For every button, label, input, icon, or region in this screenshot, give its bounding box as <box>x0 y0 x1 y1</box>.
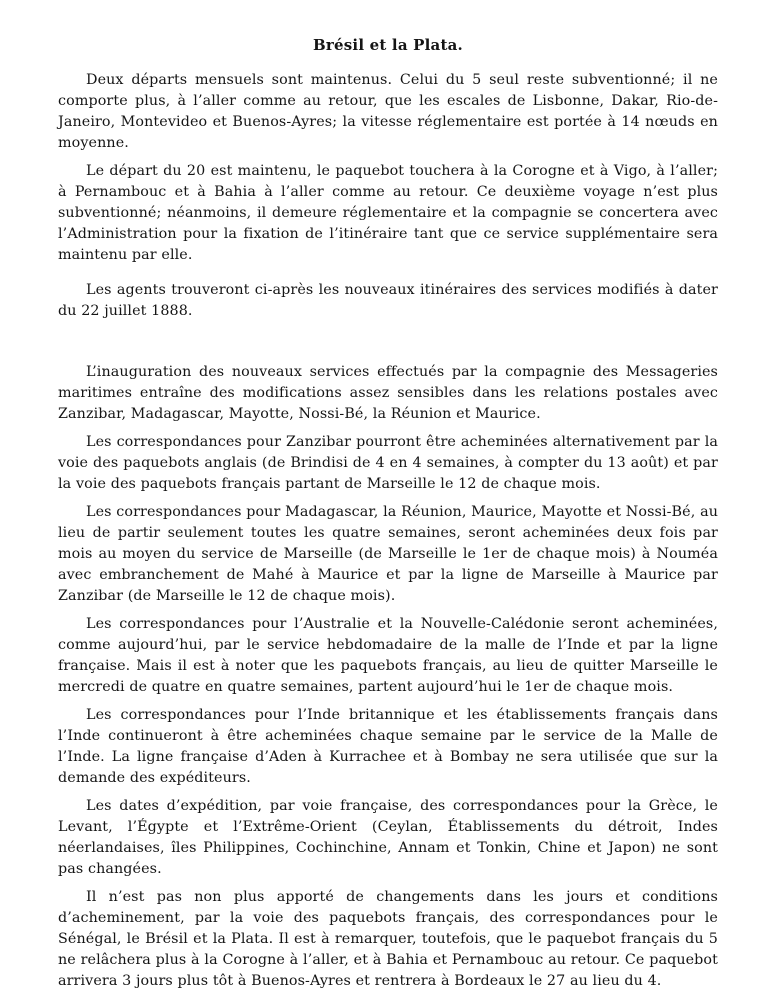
paragraph-senegal-bresil: Il n’est pas non plus apporté de changements dans les jours et conditions d’acheminement, par la voie des paquebots français, des correspondances pour le Sénégal, le Brésil et la Plata. Il est à remarquer, toutefois, que le paquebot français du 5 ne relâchera plus à la Corogne à l’aller, et à Bahia et Pernambouc au retour. Ce paquebot arrivera 3 jours plus tôt à Buenos-Ayres et rentrera à Bordeaux le 27 au lieu du 4. <box>58 889 718 989</box>
paragraph-madagascar: Les correspondances pour Madagascar, la Réunion, Maurice, Mayotte et Nossi-Bé, au lieu de partir seulement toutes les quatre semaines, seront acheminées deux fois par mois au moyen du service de Marseille (de Marseille le 1er de chaque mois) à Nouméa avec embranchement de Mahé à Maurice et par la ligne de Marseille à Maurice par Zanzibar (de Marseille le 12 de chaque mois). <box>58 504 718 604</box>
paragraph-itineraires: Les agents trouveront ci-après les nouveaux itinéraires des services modifiés à dater du 22 juillet 1888. <box>58 282 718 319</box>
paragraph-depart-20: Le départ du 20 est maintenu, le paquebot touchera à la Corogne et à Vigo, à l’aller; à Pernambouc et à Bahia à l’aller comme au retour. Ce deuxième voyage n’est plus subventionné; néanmoins, il demeure réglementaire et la compagnie se concertera avec l’Administration pour la fixation de l’itinéraire tant que ce service supplémentaire sera maintenu par elle. <box>58 163 718 263</box>
paragraph-inauguration: L’inauguration des nouveaux services effectués par la compagnie des Messageries maritimes entraîne des modifications assez sensibles dans les relations postales avec Zanzibar, Madagascar, Mayotte, Nossi-Bé, la Réunion et Maurice. <box>58 364 718 422</box>
paragraph-australie: Les correspondances pour l’Australie et la Nouvelle-Calédonie seront acheminées, comme aujourd’hui, par le service hebdomadaire de la malle de l’Inde et par la ligne française. Mais il est à noter que les paquebots français, au lieu de quitter Marseille le mercredi de quatre en quatre semaines, partent aujourd’hui le 1er de chaque mois. <box>58 616 718 695</box>
paragraph-bresil-departs: Deux départs mensuels sont maintenus. Celui du 5 seul reste subventionné; il ne comporte plus, à l’aller comme au retour, que les escales de Lisbonne, Dakar, Rio-de-Janeiro, Montevideo et Buenos-Ayres; la vitesse réglementaire est portée à 14 nœuds en moyenne. <box>58 72 718 151</box>
paragraph-zanzibar: Les correspondances pour Zanzibar pourront être acheminées alternativement par la voie des paquebots anglais (de Brindisi de 4 en 4 semaines, à compter du 13 août) et par la voie des paquebots français partant de Marseille le 12 de chaque mois. <box>58 434 718 492</box>
section-title: Brésil et la Plata. <box>313 36 463 54</box>
paragraph-inde: Les correspondances pour l’Inde britannique et les établissements français dans l’Inde continueront à être acheminées chaque semaine par le service de la Malle de l’Inde. La ligne française d’Aden à Kurrachee et à Bombay ne sera utilisée que sur la demande des expéditeurs. <box>58 707 718 786</box>
paragraph-dates-expedition: Les dates d’expédition, par voie française, des correspondances pour la Grèce, le Levant, l’Égypte et l’Extrême-Orient (Ceylan, Établissements du détroit, Indes néerlandaises, îles Philippines, Cochinchine, Annam et Tonkin, Chine et Japon) ne sont pas changées. <box>58 798 718 877</box>
